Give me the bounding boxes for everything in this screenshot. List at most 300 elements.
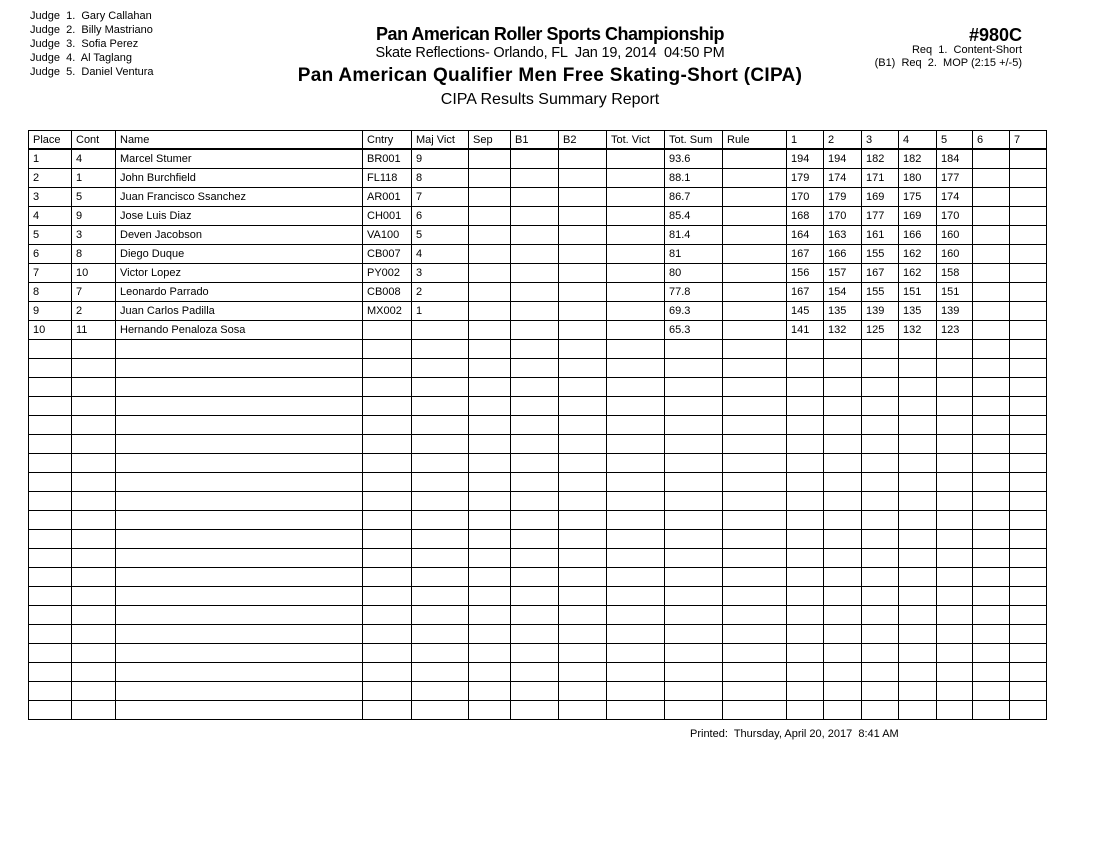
empty-cell [723, 568, 787, 587]
empty-cell [899, 644, 937, 663]
table-row [29, 264, 1047, 283]
empty-cell [511, 606, 559, 625]
empty-cell [412, 644, 469, 663]
empty-cell [787, 644, 824, 663]
empty-cell [1010, 492, 1047, 511]
cell-rule [723, 264, 787, 283]
empty-cell [511, 530, 559, 549]
cell-j7 [1010, 149, 1047, 169]
cell-tot-sum: 69.3 [665, 302, 723, 321]
empty-cell [787, 682, 824, 701]
empty-cell [824, 701, 862, 720]
empty-cell [29, 549, 72, 568]
empty-cell [29, 587, 72, 606]
empty-cell [937, 587, 973, 606]
cell-cntry: VA100 [363, 226, 412, 245]
cell-name: Deven Jacobson [116, 226, 363, 245]
cell-cont: 7 [72, 283, 116, 302]
empty-cell [469, 359, 511, 378]
empty-row [29, 682, 1047, 701]
empty-cell [116, 511, 363, 530]
empty-cell [862, 568, 899, 587]
empty-cell [559, 663, 607, 682]
column-header: Tot. Vict [607, 131, 665, 150]
cell-j4: 169 [899, 207, 937, 226]
empty-cell [607, 359, 665, 378]
requirements [875, 44, 1022, 70]
empty-row [29, 397, 1047, 416]
empty-cell [787, 416, 824, 435]
cell-rule [723, 169, 787, 188]
table-row [29, 188, 1047, 207]
empty-cell [72, 340, 116, 359]
cell-j5: 139 [937, 302, 973, 321]
empty-cell [665, 473, 723, 492]
cell-j4: 132 [899, 321, 937, 340]
empty-cell [787, 359, 824, 378]
empty-cell [787, 606, 824, 625]
empty-cell [29, 378, 72, 397]
empty-cell [723, 625, 787, 644]
empty-cell [363, 587, 412, 606]
empty-cell [29, 625, 72, 644]
cell-j4: 180 [899, 169, 937, 188]
empty-cell [363, 359, 412, 378]
cell-rule [723, 207, 787, 226]
empty-cell [862, 340, 899, 359]
empty-cell [862, 663, 899, 682]
empty-cell [116, 359, 363, 378]
cell-cntry: MX002 [363, 302, 412, 321]
empty-cell [116, 454, 363, 473]
cell-place: 9 [29, 302, 72, 321]
cell-j3: 125 [862, 321, 899, 340]
empty-cell [723, 663, 787, 682]
empty-cell [665, 340, 723, 359]
empty-cell [1010, 549, 1047, 568]
cell-rule [723, 226, 787, 245]
empty-row [29, 473, 1047, 492]
cell-j2: 157 [824, 264, 862, 283]
empty-cell [559, 397, 607, 416]
empty-cell [787, 492, 824, 511]
empty-cell [511, 435, 559, 454]
empty-cell [469, 644, 511, 663]
empty-cell [665, 625, 723, 644]
empty-cell [899, 606, 937, 625]
cell-cntry: FL118 [363, 169, 412, 188]
empty-cell [559, 530, 607, 549]
empty-cell [723, 359, 787, 378]
empty-cell [1010, 511, 1047, 530]
empty-cell [1010, 473, 1047, 492]
empty-cell [723, 606, 787, 625]
cell-name: Leonardo Parrado [116, 283, 363, 302]
printed-timestamp: Printed: Thursday, April 20, 2017 8:41 AM [690, 728, 899, 740]
empty-cell [899, 492, 937, 511]
empty-cell [469, 663, 511, 682]
empty-cell [29, 473, 72, 492]
judge-2: Judge 2. Billy Mastriano [30, 24, 153, 36]
empty-cell [1010, 682, 1047, 701]
empty-cell [1010, 340, 1047, 359]
empty-cell [607, 587, 665, 606]
empty-cell [607, 454, 665, 473]
empty-cell [469, 530, 511, 549]
empty-cell [29, 701, 72, 720]
empty-cell [973, 701, 1010, 720]
cell-j6 [973, 321, 1010, 340]
cell-j2: 154 [824, 283, 862, 302]
empty-cell [607, 625, 665, 644]
empty-cell [973, 511, 1010, 530]
empty-cell [469, 587, 511, 606]
cell-cntry: CB007 [363, 245, 412, 264]
empty-cell [899, 416, 937, 435]
empty-cell [116, 625, 363, 644]
empty-cell [607, 492, 665, 511]
empty-cell [787, 378, 824, 397]
cell-j3: 155 [862, 283, 899, 302]
empty-cell [937, 435, 973, 454]
empty-cell [723, 378, 787, 397]
cell-j6 [973, 283, 1010, 302]
empty-cell [824, 530, 862, 549]
empty-cell [1010, 606, 1047, 625]
empty-cell [937, 625, 973, 644]
empty-cell [937, 473, 973, 492]
cell-place: 6 [29, 245, 72, 264]
empty-cell [973, 549, 1010, 568]
empty-cell [723, 340, 787, 359]
empty-row [29, 606, 1047, 625]
empty-cell [412, 340, 469, 359]
empty-cell [559, 682, 607, 701]
empty-cell [665, 587, 723, 606]
empty-cell [607, 416, 665, 435]
cell-b1 [511, 321, 559, 340]
empty-cell [559, 454, 607, 473]
empty-cell [607, 530, 665, 549]
empty-cell [937, 530, 973, 549]
empty-cell [559, 568, 607, 587]
empty-cell [511, 340, 559, 359]
cell-place: 2 [29, 169, 72, 188]
cell-j3: 161 [862, 226, 899, 245]
empty-cell [72, 587, 116, 606]
empty-cell [72, 682, 116, 701]
empty-cell [862, 587, 899, 606]
empty-cell [469, 416, 511, 435]
empty-cell [469, 701, 511, 720]
empty-cell [665, 568, 723, 587]
cell-j2: 170 [824, 207, 862, 226]
empty-cell [973, 682, 1010, 701]
empty-cell [511, 473, 559, 492]
empty-cell [116, 416, 363, 435]
cell-tot-vict [607, 245, 665, 264]
empty-cell [937, 511, 973, 530]
column-header: 6 [973, 131, 1010, 150]
empty-cell [469, 606, 511, 625]
empty-cell [116, 473, 363, 492]
empty-cell [29, 644, 72, 663]
empty-cell [363, 530, 412, 549]
empty-cell [899, 340, 937, 359]
empty-cell [363, 454, 412, 473]
cell-j2: 132 [824, 321, 862, 340]
empty-cell [665, 606, 723, 625]
cell-b1 [511, 283, 559, 302]
column-header: Name [116, 131, 363, 150]
empty-cell [412, 663, 469, 682]
empty-cell [72, 625, 116, 644]
cell-b1 [511, 188, 559, 207]
empty-cell [723, 435, 787, 454]
empty-cell [862, 435, 899, 454]
empty-cell [1010, 701, 1047, 720]
empty-cell [824, 378, 862, 397]
cell-j1: 156 [787, 264, 824, 283]
empty-cell [665, 663, 723, 682]
cell-rule [723, 321, 787, 340]
cell-b2 [559, 226, 607, 245]
empty-cell [559, 378, 607, 397]
cell-rule [723, 283, 787, 302]
cell-tot-sum: 77.8 [665, 283, 723, 302]
table-row [29, 283, 1047, 302]
cell-name: Marcel Stumer [116, 149, 363, 169]
cell-tot-vict [607, 169, 665, 188]
empty-cell [72, 492, 116, 511]
empty-cell [937, 701, 973, 720]
empty-cell [607, 701, 665, 720]
empty-cell [973, 587, 1010, 606]
table-row [29, 245, 1047, 264]
column-header: 1 [787, 131, 824, 150]
cell-sep [469, 245, 511, 264]
empty-cell [511, 397, 559, 416]
cell-cntry: BR001 [363, 149, 412, 169]
empty-cell [363, 682, 412, 701]
empty-cell [72, 416, 116, 435]
empty-cell [559, 473, 607, 492]
empty-cell [72, 663, 116, 682]
empty-cell [607, 606, 665, 625]
cell-name: Juan Carlos Padilla [116, 302, 363, 321]
empty-cell [937, 454, 973, 473]
cell-maj-vict: 6 [412, 207, 469, 226]
empty-cell [824, 416, 862, 435]
empty-cell [607, 568, 665, 587]
cell-tot-sum: 88.1 [665, 169, 723, 188]
cell-b1 [511, 169, 559, 188]
cell-j2: 166 [824, 245, 862, 264]
empty-cell [363, 435, 412, 454]
cell-j5: 158 [937, 264, 973, 283]
empty-cell [72, 549, 116, 568]
empty-cell [1010, 663, 1047, 682]
empty-cell [973, 340, 1010, 359]
empty-row [29, 587, 1047, 606]
empty-cell [511, 644, 559, 663]
empty-cell [363, 701, 412, 720]
cell-j6 [973, 226, 1010, 245]
empty-cell [116, 644, 363, 663]
cell-rule [723, 188, 787, 207]
empty-cell [363, 416, 412, 435]
cell-b2 [559, 245, 607, 264]
empty-cell [899, 454, 937, 473]
cell-maj-vict: 9 [412, 149, 469, 169]
cell-sep [469, 169, 511, 188]
empty-cell [412, 378, 469, 397]
cell-j3: 155 [862, 245, 899, 264]
cell-maj-vict: 3 [412, 264, 469, 283]
empty-cell [412, 435, 469, 454]
empty-cell [29, 511, 72, 530]
cell-tot-vict [607, 207, 665, 226]
empty-cell [469, 454, 511, 473]
cell-b2 [559, 283, 607, 302]
empty-cell [607, 435, 665, 454]
cell-j4: 175 [899, 188, 937, 207]
empty-cell [973, 397, 1010, 416]
empty-cell [72, 359, 116, 378]
empty-cell [723, 530, 787, 549]
empty-cell [862, 511, 899, 530]
cell-j6 [973, 302, 1010, 321]
cell-j3: 169 [862, 188, 899, 207]
cell-place: 10 [29, 321, 72, 340]
cell-cont: 1 [72, 169, 116, 188]
cell-b1 [511, 245, 559, 264]
cell-b1 [511, 264, 559, 283]
cell-b2 [559, 321, 607, 340]
cell-b2 [559, 302, 607, 321]
cell-tot-vict [607, 149, 665, 169]
cell-tot-sum: 65.3 [665, 321, 723, 340]
empty-cell [559, 416, 607, 435]
empty-cell [511, 625, 559, 644]
empty-cell [72, 606, 116, 625]
empty-cell [862, 644, 899, 663]
cell-cntry: CB008 [363, 283, 412, 302]
cell-place: 3 [29, 188, 72, 207]
empty-cell [363, 549, 412, 568]
cell-j7 [1010, 188, 1047, 207]
cell-place: 7 [29, 264, 72, 283]
empty-cell [787, 435, 824, 454]
empty-cell [29, 435, 72, 454]
cell-tot-vict [607, 188, 665, 207]
cell-tot-vict [607, 264, 665, 283]
empty-cell [787, 625, 824, 644]
empty-cell [862, 397, 899, 416]
empty-cell [973, 454, 1010, 473]
empty-cell [116, 663, 363, 682]
cell-sep [469, 321, 511, 340]
cell-tot-sum: 80 [665, 264, 723, 283]
empty-cell [469, 511, 511, 530]
empty-cell [29, 682, 72, 701]
column-header: 2 [824, 131, 862, 150]
empty-cell [862, 378, 899, 397]
empty-cell [665, 530, 723, 549]
table-row [29, 321, 1047, 340]
empty-cell [607, 549, 665, 568]
cell-j7 [1010, 169, 1047, 188]
cell-b2 [559, 207, 607, 226]
empty-cell [29, 416, 72, 435]
cell-j2: 163 [824, 226, 862, 245]
cell-cont: 10 [72, 264, 116, 283]
empty-cell [116, 435, 363, 454]
empty-cell [665, 492, 723, 511]
cell-j4: 135 [899, 302, 937, 321]
empty-cell [862, 701, 899, 720]
empty-cell [973, 568, 1010, 587]
cell-maj-vict: 5 [412, 226, 469, 245]
cell-rule [723, 302, 787, 321]
cell-b1 [511, 149, 559, 169]
empty-cell [723, 511, 787, 530]
empty-cell [511, 359, 559, 378]
empty-row [29, 663, 1047, 682]
empty-cell [116, 682, 363, 701]
empty-cell [824, 682, 862, 701]
empty-cell [723, 549, 787, 568]
cell-cont: 5 [72, 188, 116, 207]
cell-j2: 179 [824, 188, 862, 207]
empty-cell [824, 606, 862, 625]
empty-cell [72, 568, 116, 587]
empty-cell [412, 568, 469, 587]
empty-cell [469, 378, 511, 397]
table-row [29, 207, 1047, 226]
column-header: Maj Vict [412, 131, 469, 150]
empty-cell [824, 454, 862, 473]
empty-cell [469, 492, 511, 511]
empty-cell [824, 435, 862, 454]
empty-cell [1010, 568, 1047, 587]
empty-cell [469, 473, 511, 492]
cell-sep [469, 149, 511, 169]
cell-j7 [1010, 302, 1047, 321]
table-row [29, 169, 1047, 188]
cell-b2 [559, 188, 607, 207]
empty-cell [787, 663, 824, 682]
cell-place: 1 [29, 149, 72, 169]
empty-cell [559, 606, 607, 625]
empty-cell [723, 492, 787, 511]
empty-cell [412, 701, 469, 720]
empty-cell [899, 473, 937, 492]
cell-j1: 141 [787, 321, 824, 340]
cell-j7 [1010, 245, 1047, 264]
empty-cell [723, 587, 787, 606]
cell-name: Diego Duque [116, 245, 363, 264]
cell-tot-sum: 85.4 [665, 207, 723, 226]
empty-cell [412, 454, 469, 473]
cell-name: Victor Lopez [116, 264, 363, 283]
cell-cont: 4 [72, 149, 116, 169]
empty-cell [1010, 378, 1047, 397]
empty-cell [824, 644, 862, 663]
empty-cell [116, 378, 363, 397]
empty-cell [937, 340, 973, 359]
cell-j2: 135 [824, 302, 862, 321]
